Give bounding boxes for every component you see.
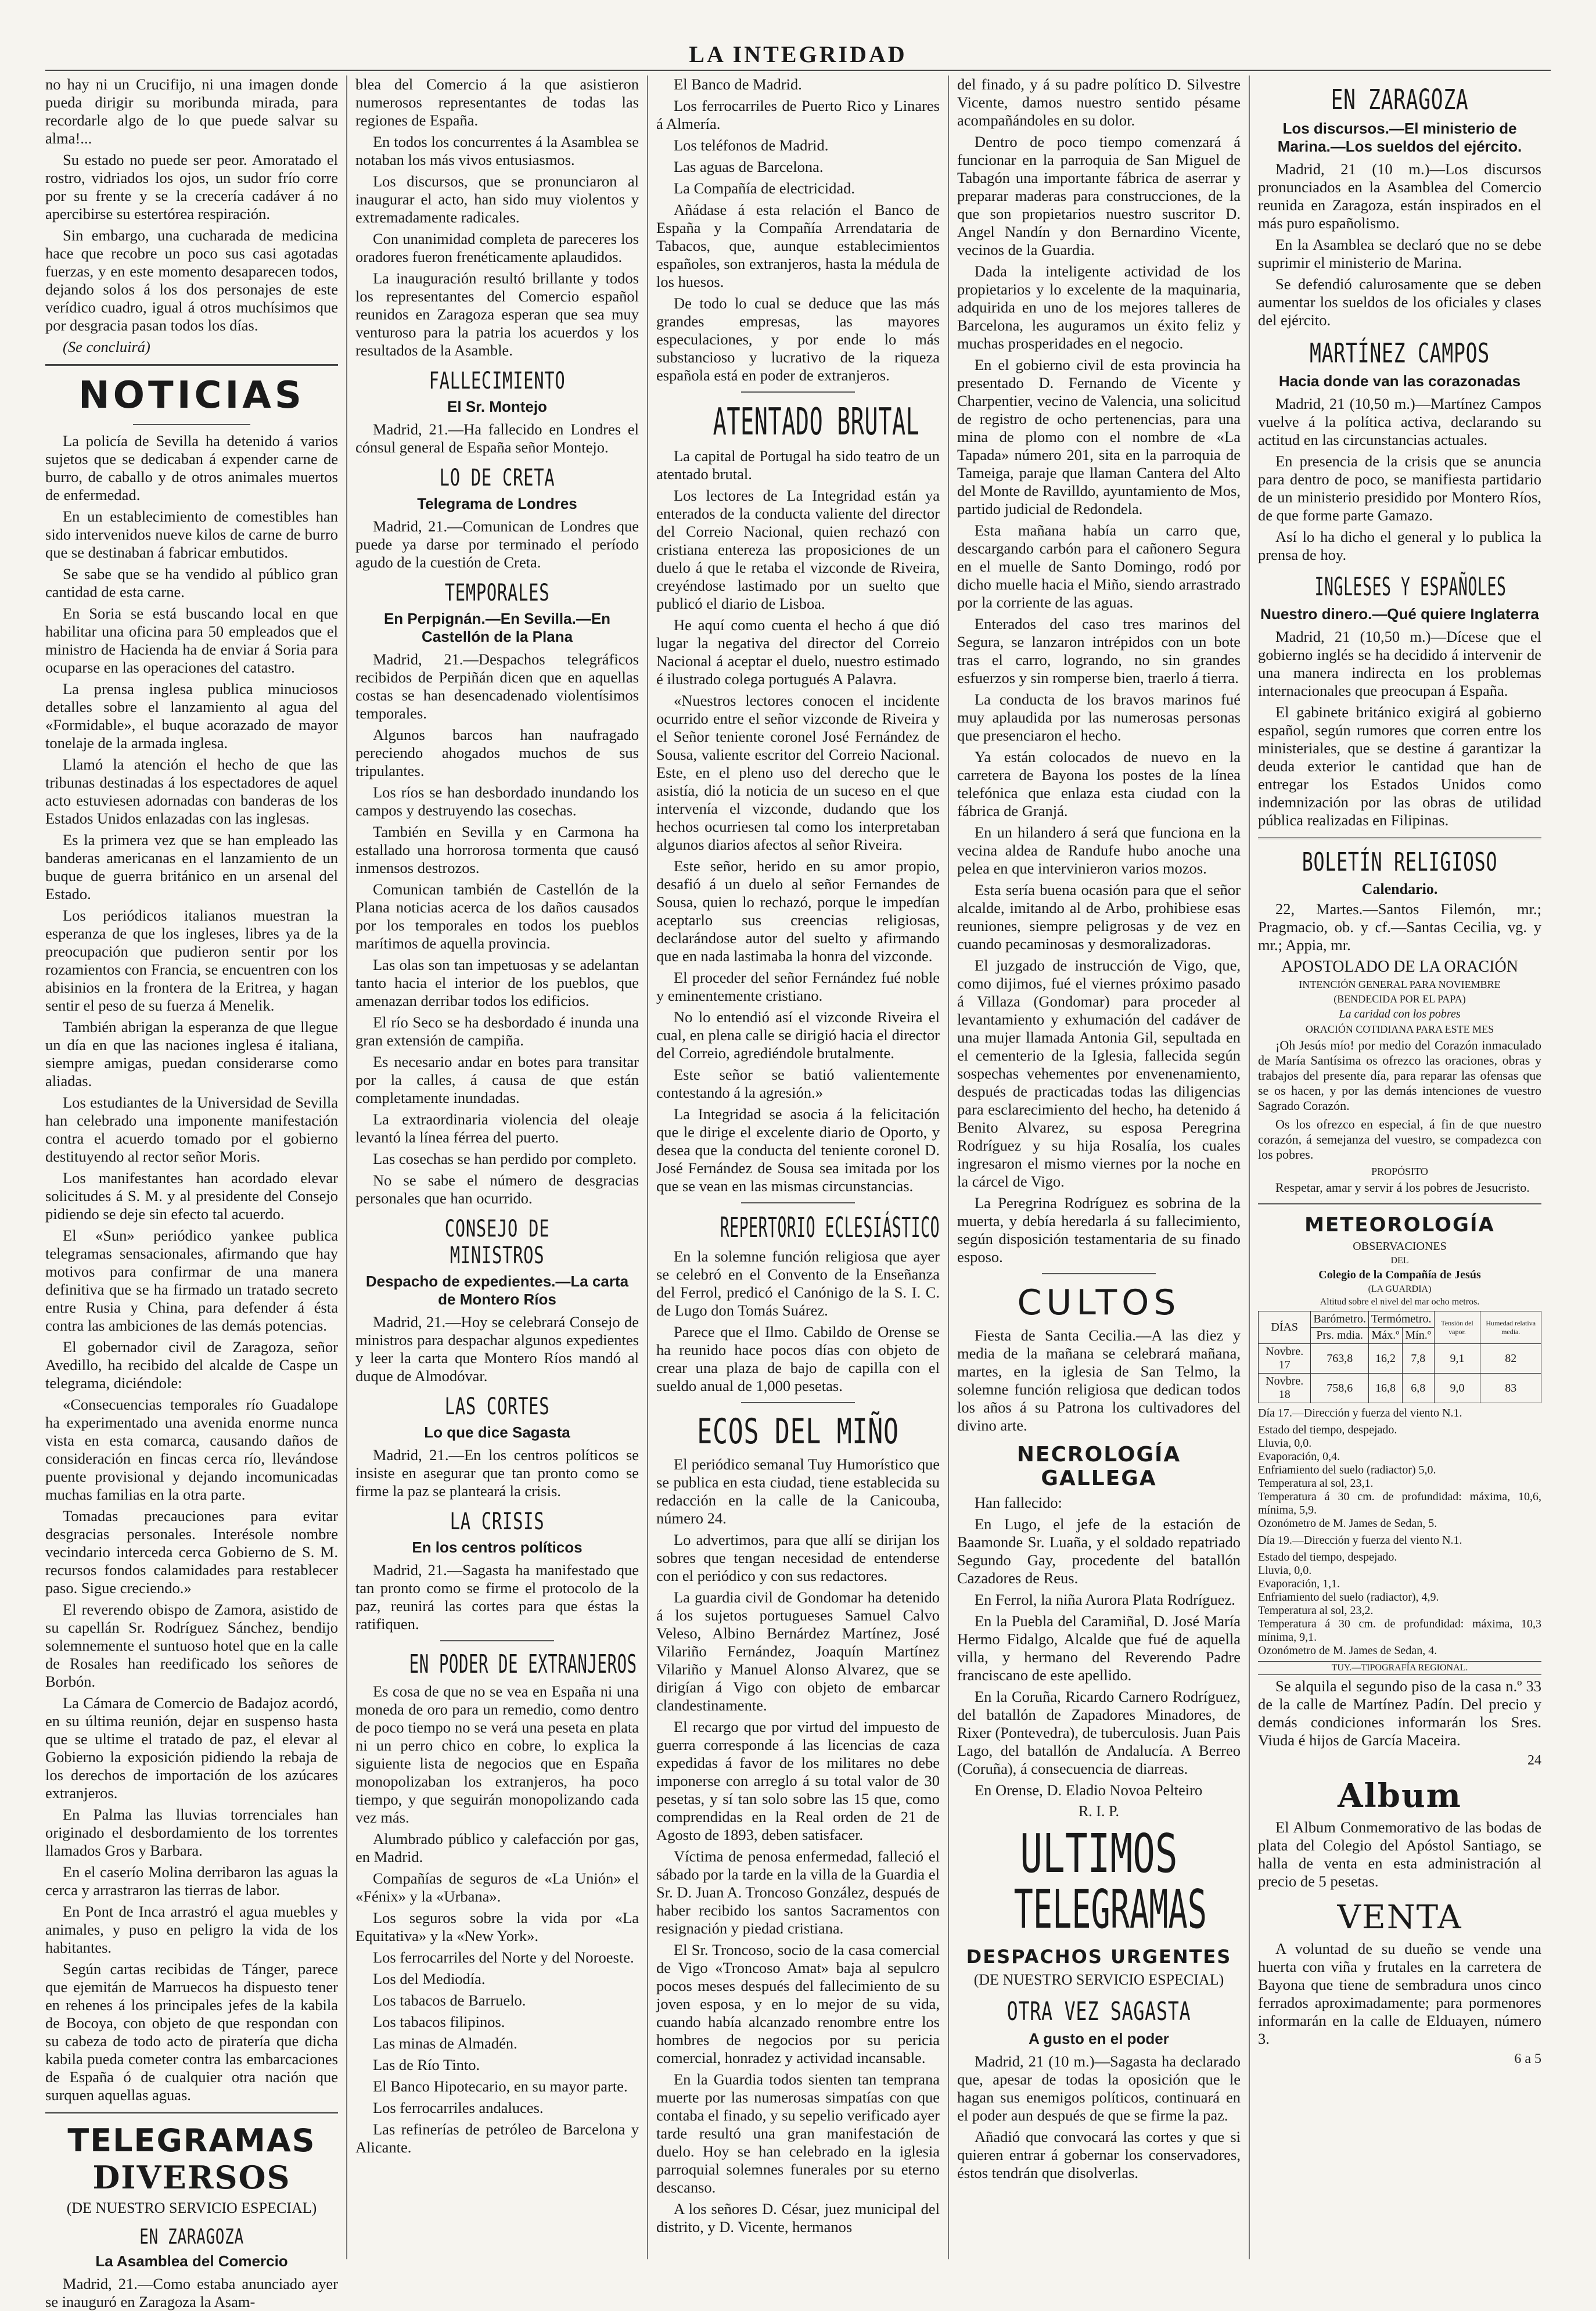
telegram-text: En todos los concurrentes á la Asamblea se notaban los más vivos entusiasmos. — [355, 133, 639, 168]
serial-text: Su estado no puede ser peor. Amoratado el rostro, vidriados los ojos, un sudor frío corre por su frente y se la crecería cadáver á no apercibirse su estertórea respiración. — [45, 151, 338, 222]
telegram-text: Es necesario andar en botes para transitar por la calles, á causa de que están completamente inundadas. — [355, 1053, 639, 1106]
list-item: Los teléfonos de Madrid. — [674, 136, 829, 154]
article-text: Dentro de poco tiempo comenzará á funcionar en la parroquia de San Miguel de Tabagón una importante fábrica de aserrar y preparar maderas para construcciones, de la que son propietarios nuestro suscritor D. Angel Nandín y don Bernardino Vicente, vecinos de la Guardia. — [957, 133, 1241, 258]
table-cell: 82 — [1480, 1344, 1541, 1374]
divider — [440, 1640, 553, 1641]
news-item: En el caserío Molina derribaron las aguas la cerca y arrastraron las tierras de labor. — [45, 1863, 338, 1899]
met-text: Temperatura á 30 cm. de profundidad: máxima, 10,6, mínima, 5,9. — [1258, 1490, 1541, 1516]
telegram-text: Madrid, 21.—Comunican de Londres que puede ya darse por terminado el período agudo de la cuestión de Creta. — [355, 517, 639, 571]
telegram-text: Madrid, 21 (10,50 m.)—Martínez Campos vuelve á la política activa, declarando su actitud en las circunstancias actuales. — [1258, 395, 1541, 448]
list-item: Los ferrocarriles andaluces. — [373, 2099, 544, 2116]
article-text: En un hilandero á será que funciona en la vecina aldea de Randufe hubo anoche una pelea en que intervinieron varios mozos. — [957, 824, 1241, 877]
headline-cultos: CULTOS — [1017, 1282, 1181, 1323]
table-cell: 6,8 — [1402, 1374, 1434, 1403]
headline-martinez-campos: MARTÍNEZ CAMPOS — [1310, 337, 1490, 369]
headline-fallecimiento: FALLECIMIENTO — [429, 368, 566, 394]
telegram-text: También en Sevilla y en Carmona ha estallado una horrorosa tormenta que causó inmensos destrozos. — [355, 823, 639, 876]
table-header: Termómetro. — [1368, 1311, 1434, 1328]
headline-boletin: BOLETÍN RELIGIOSO — [1302, 847, 1498, 877]
met-text: Enfriamiento del suelo (radiactor), 4,9. — [1258, 1591, 1439, 1604]
telegram-text: Madrid, 21.—Ha fallecido en Londres el cónsul general de España señor Montejo. — [355, 420, 639, 456]
table-header: DÍAS — [1259, 1311, 1311, 1344]
divider — [741, 1202, 854, 1203]
list-item: El Banco Hipotecario, en su mayor parte. — [373, 2078, 628, 2095]
telegram-text: La extraordinaria violencia del oleaje levantó la línea férrea del puerto. — [355, 1110, 639, 1146]
table-row — [1259, 1344, 1541, 1374]
table-header: Mín.º — [1402, 1328, 1434, 1344]
article-text: En la Guardia todos sienten tan temprana muerte por las numerosas simpatías con que contaba el finado, y su sepelio verificado ayer tarde resultó una gran manifestación de duelo. Hoy se han celebrado en la iglesia parroquial solemnes funerales por su eterno descanso. — [656, 2071, 940, 2196]
news-item: El gobernador civil de Zaragoza, señor Avedillo, ha recibido del alcalde de Caspe un telegrama, diciéndole: — [45, 1338, 338, 1392]
met-label: OBSERVACIONES — [1353, 1240, 1447, 1253]
apostolado-title: APOSTOLADO DE LA ORACIÓN — [1281, 958, 1518, 976]
article-text: El Sr. Troncoso, socio de la casa comercial de Vigo «Troncoso Amat» baja al sepulcro pocos meses después del fallecimiento de su joven esposa, y en lo mejor de su vida, cuando había alcanzado renombre entre los hombres de negocios por su pericia comercial, honradez y actividad incansable. — [656, 1941, 940, 2066]
news-item: En un establecimiento de comestibles han sido intervenidos nueve kilos de carne de burro que se destinaban á fabricar embutidos. — [45, 508, 338, 561]
list-item: Los tabacos de Barruelo. — [373, 1992, 526, 2009]
news-item: Se sabe que se ha vendido al público gran cantidad de esta carne. — [45, 565, 338, 601]
table-row — [1259, 1311, 1541, 1328]
subheadline: Despacho de expedientes.—La carta de Montero Ríos — [365, 1273, 629, 1308]
telegram-text: En presencia de la crisis que se anuncia para dentro de poco, se manifiesta partidario de un ministerio presidido por Montero Ríos, de que forme parte Gamazo. — [1258, 452, 1541, 524]
article-text: En el gobierno civil de esta provincia ha presentado D. Fernando de Vicente y Charpentier, vecino de Valencia, una solicitud de registro de ocho pertenencias, para una mina de plomo con el nombre de «La Tapada» número 201, sita en la parroquia de Tameiga, paraje que llaman Cantera del Alto del Monte de Ravilldo, ayuntamiento de Mos, partido judicial de Redondela. — [957, 356, 1241, 517]
subheadline: Lo que dice Sagasta — [424, 1424, 570, 1441]
telegram-text: El gabinete británico exigirá al gobierno español, según rumores que corren entre los ministeriales, que se destine á garantizar la deuda exterior le cantidad que han de entregar los Estados Unidos como indemnización por las obras de utilidad pública realizadas en Filipinas. — [1258, 703, 1541, 829]
news-item: «Consecuencias temporales río Guadalope ha experimentado una avenida enorme nunca vista en esta comarca, causando daños de consideración en fincas cerca río, llevándose puente provisional y dejando incomunicadas muchas familias en la otra parte. — [45, 1396, 338, 1503]
list-item: La Compañía de electricidad. — [674, 179, 855, 197]
article-text: Es cosa de que no se vea en España ni una moneda de oro para un remedio, como dentro de poco tiempo no se verá una peseta en plata ni un perro chico en cobre, lo explica la siguiente lista de negocios que en España monopolizaban los extranjeros, ha poco tiempo, y que seguirán monopolizando cada vez más. — [355, 1683, 639, 1826]
article-text: Los seguros sobre la vida por «La Equitativa» y la «New York». — [355, 1909, 639, 1945]
prayer-text: Os los ofrezco en especial, á fin de que nuestro corazón, á semejanza del vuestro, se compadezca con los pobres. — [1258, 1117, 1541, 1162]
article-text: «Nuestros lectores conocen el incidente ocurrido entre el señor vizconde de Riveira y el Señor teniente coronel José Fernández de Sousa, valiente escritor del Correio Nacional. Este, en el pleno uso del derecho que le asistía, dió la noticia de un suceso en el que intervenía el vizconde, dudando que los hechos ocurriesen tal como los interpretaban algunos diarios afectos al señor Riveira. — [656, 692, 940, 853]
article-text: Han fallecido: — [975, 1494, 1062, 1511]
article-text: Este señor, herido en su amor propio, desafió á un duelo al señor Fernandes de Sousa, quien lo rechazó, porque le impedían aceptarlo sus creencias religiosas, declarándose autor del suelto y afirmando que en nada lastimaba la honra del vizconde. — [656, 857, 940, 965]
article-text: del finado, y á su padre político D. Silvestre Vicente, damos nuestro sentido pésame acompañándoles en su dolor. — [957, 76, 1241, 129]
classified-venta: A voluntad de su dueño se vende una huerta con viña y frutales en la carretera de Bayona que tiene de sembradura unos cinco ferrados aproximadamente; para pormenores informarán en la calle de Elduayen, número 3. — [1258, 1940, 1541, 2047]
section-rule — [45, 364, 338, 366]
telegram-text: La inauguración resultó brillante y todos los representantes del Comercio español reunidos en Zaragoza esperan que sea muy venturoso para la patria los acuerdos y los resultados de la Asamble. — [355, 269, 639, 359]
classified-number: 24 — [1527, 1753, 1541, 1768]
calendar-label: Calendario. — [1361, 880, 1438, 897]
table-header: Prs. mdia. — [1311, 1328, 1369, 1344]
met-text: Ozonómetro de M. James de Sedan, 4. — [1258, 1644, 1437, 1657]
news-item: Llamó la atención el hecho de que las tribunas destinadas á los espectadores de aquel acto estuviesen adornadas con banderas de los Estados Unidos enlazadas con las inglesas. — [45, 756, 338, 827]
subheadline: En los centros políticos — [412, 1539, 583, 1556]
table-row — [1259, 1374, 1541, 1403]
column-1 — [45, 76, 346, 2310]
apostolado-sub: INTENCIÓN GENERAL PARA NOVIEMBRE — [1299, 979, 1501, 990]
service-note: (DE NUESTRO SERVICIO ESPECIAL) — [66, 2199, 317, 2216]
met-text: Día 19.—Dirección y fuerza del viento N.1. — [1258, 1534, 1462, 1547]
article-text: El recargo que por virtud del impuesto de guerra corresponde á las licencias de caza expedidas á favor de los militares no debe imponerse con arreglo á su total valor de 30 pesetas, y sí tan solo sobre las 15 que, como comprendidas en la Real orden de 21 de Agosto de 1893, deben satisfacer. — [656, 1718, 940, 1843]
met-text: Estado del tiempo, despejado. — [1258, 1424, 1397, 1436]
subheadline: Hacia donde van las corazonadas — [1278, 372, 1521, 390]
subheadline: A gusto en el poder — [1029, 2030, 1169, 2047]
telegram-text: Se defendió calurosamente que se deben aumentar los sueldos de los oficiales y clases del ejército. — [1258, 275, 1541, 329]
telegram-text: El río Seco se ha desbordado é inunda una gran extensión de campiña. — [355, 1013, 639, 1049]
telegram-text: blea del Comercio á la que asistieron numerosos representantes de todas las regiones de España. — [355, 76, 639, 129]
met-label: DEL — [1390, 1256, 1409, 1266]
article-text: En la Coruña, Ricardo Carnero Rodríguez, del batallón de Zapadores Minadores, de Rixer (Pontevedra), de tuberculosis. Juan Pais Lago, del batallón de Andalucía. A Berreo (Coruña), á consecuencia de diarreas. — [957, 1688, 1241, 1777]
telegram-text: Madrid, 21.—Hoy se celebrará Consejo de ministros para despachar algunos expedientes y leer la carta que Montero Ríos mandó al duque de Almodóvar. — [355, 1313, 639, 1385]
table-cell: Novbre. 18 — [1259, 1374, 1311, 1403]
article-text: Ya están colocados de nuevo en la carretera de Bayona los postes de la línea telefónica que enlaza esta ciudad con la fábrica de Granjá. — [957, 748, 1241, 820]
article-text: El proceder del señor Fernández fué noble y eminentemente cristiano. — [656, 969, 940, 1004]
table-header: Barómetro. — [1311, 1311, 1369, 1328]
telegram-text: Madrid, 21.—En los centros políticos se insiste en asegurar que tan pronto como se firme la paz se planteará la crisis. — [355, 1446, 639, 1500]
news-item: Según cartas recibidas de Tánger, parece que ejemitán de Marruecos ha dispuesto tener en rehenes á los principales jefes de la kabila de Bocoya, con objeto de que respondan con su cabeza de todo acto de piratería que dicha kabila pueda cometer contra las embarcaciones de España ó de cualquier otra nación que surquen aquellas aguas. — [45, 1960, 338, 2104]
prayer-text: ¡Oh Jesús mío! por medio del Corazón inmaculado de María Santísima os ofrezco las oraciones, obras y trabajos del presente día, para reparar las ofensas que se os hacen, y por las demás intenciones de vuestro Sagrado Corazón. — [1258, 1038, 1541, 1113]
proposito-label: PROPÓSITO — [1371, 1166, 1428, 1177]
news-item: La Cámara de Comercio de Badajoz acordó, en su última reunión, dejar en suspenso hasta que se ultime el tratado de paz, el elevar al Gobierno la exposición pidiendo la rebaja de los derechos de importación de los azúcares extranjeros. — [45, 1694, 338, 1802]
headline-necrologia: NECROLOGÍA GALLEGA — [1016, 1443, 1181, 1490]
article-text: En la Puebla del Caramiñal, D. José María Hermo Fidalgo, Alcalde que fué de aquella villa, y hermano del Reverendo Padre franciscano de este apellido. — [957, 1612, 1241, 1684]
headline-creta: LO DE CRETA — [439, 465, 555, 491]
telegram-text: Madrid, 21.—Como estaba anunciado ayer se inauguró en Zaragoza la Asam- — [45, 2275, 338, 2310]
article-text: Compañías de seguros de «La Unión» el «Fénix» y la «Urbana». — [355, 1870, 639, 1905]
table-cell: 9,0 — [1434, 1374, 1480, 1403]
headline-album: Album — [1338, 1777, 1462, 1815]
column-2 — [346, 76, 647, 2259]
classified-number: 6 a 5 — [1514, 2051, 1541, 2066]
list-item: Los ferrocarriles de Puerto Rico y Linares á Almería. — [656, 97, 940, 132]
telegram-text: Con unanimidad completa de pareceres los oradores fueron frenéticamente aplaudidos. — [355, 230, 639, 265]
table-cell: 7,8 — [1402, 1344, 1434, 1374]
calendar-text: 22, Martes.—Santos Filemón, mr.; Pragmacio, ob. y cf.—Santas Cecilia, vg. y mr.; Appia, mr. — [1258, 900, 1541, 954]
telegram-text: No se sabe el número de desgracias personales que han ocurrido. — [355, 1171, 639, 1207]
headline-telegramas: TELEGRAMAS — [1013, 1878, 1207, 1940]
news-item: También abrigan la esperanza de que llegue un día en que las naciones inglesa é italiana, siempre amigas, puedan considerarse como aliadas. — [45, 1018, 338, 1090]
section-title-diversos: DIVERSOS — [92, 2159, 291, 2196]
table-header: Tensión del vapor. — [1434, 1311, 1480, 1344]
article-text: Víctima de penosa enfermedad, falleció el sábado por la tarde en la villa de la Guardia el Sr. D. Juan A. Troncoso González, después de haber recibido los santos Sacramentos con resignación y piedad cristiana. — [656, 1848, 940, 1937]
article-text: Fiesta de Santa Cecilia.—A las diez y media de la mañana se celebrará mañana, martes, en la iglesia de San Telmo, la solemne función religiosa que dedican todos los años á su Patrona los cultivadores del divino arte. — [957, 1327, 1241, 1434]
table-cell: 83 — [1480, 1374, 1541, 1403]
article-text: La capital de Portugal ha sido teatro de un atentado brutal. — [656, 447, 940, 483]
divider — [1042, 1273, 1155, 1274]
met-label: Altitud sobre el nivel del mar ocho metros. — [1320, 1297, 1480, 1307]
subheadline: Telegrama de Londres — [417, 495, 577, 512]
table-cell: Novbre. 17 — [1259, 1344, 1311, 1374]
article-text: La Peregrina Rodríguez es sobrina de la muerta, y debía heredarla á su fallecimiento, según disposición testamentaria de su finado esposo. — [957, 1194, 1241, 1266]
news-item: El reverendo obispo de Zamora, asistido de su capellán Sr. Rodríguez Sánchez, bendijo solemnemente el suntuoso hotel que en la calle de Rosales han reedificado los señores de Borbón. — [45, 1601, 338, 1690]
section-title-noticias: NOTICIAS — [78, 374, 305, 417]
headline-extranjeros: EN PODER DE EXTRANJEROS — [409, 1649, 637, 1679]
apostolado-sub: ORACIÓN COTIDIANA PARA ESTE MES — [1305, 1023, 1494, 1035]
list-item: El Banco de Madrid. — [674, 76, 802, 93]
telegram-text: Madrid, 21 (10,50 m.)—Dícese que el gobierno inglés se ha decidido á intervenir de una manera indirecta en los problemas internacionales que preocupan á España. — [1258, 628, 1541, 699]
met-text: Evaporación, 0,4. — [1258, 1450, 1340, 1463]
telegram-text: Algunos barcos han naufragado pereciendo ahogados muchos de sus tripulantes. — [355, 726, 639, 779]
article-text: Los ferrocarriles del Norte y del Noroeste. — [373, 1949, 634, 1966]
met-text: Temperatura al sol, 23,1. — [1258, 1477, 1374, 1490]
table-header: Máx.º — [1368, 1328, 1402, 1344]
list-item: Las aguas de Barcelona. — [674, 158, 824, 175]
article-text: El juzgado de instrucción de Vigo, que, como dijimos, fué el viernes próximo pasado á Villaza (Gondomar) para proceder al levantamiento y exhumación del cadáver de una mujer llamada Antonia Gil, sepultada en el cementerio de la Iglesia, fallecida según sospechas vehementes por envenenamiento, después de practicadas todas las diligencias para esclarecimiento del hecho, ha detenido á Benito Alvarez, su esposa Peregrina Rodríguez y su hija Rosalía, los cuales ingresaron el mismo viernes por la noche en la cárcel de Vigo. — [957, 957, 1241, 1190]
article-text: La conducta de los bravos marinos fué muy aplaudida por las numerosas personas que presenciaron el hecho. — [957, 691, 1241, 744]
columns — [45, 76, 1551, 2310]
divider — [133, 424, 250, 425]
serial-text: Sin embargo, una cucharada de medicina hace que recobre un poco sus casi agotadas fuerzas, y en este momento desaparecen todos, dejando solos á los dos personajes de este verídico cuadro, igual á otros muchísimos que por desgracia pasan todos los días. — [45, 227, 338, 334]
article-text: Añádase á esta relación el Banco de España y la Compañía Arrendataria de Tabacos, que, aunque establecimientos españoles, son extranjeros, hasta la médula de los huesos. — [656, 201, 940, 290]
news-item: La policía de Sevilla ha detenido á varios sujetos que se dedicaban á expender carne de burro, de caballo y de otros animales muertos de enfermedad. — [45, 432, 338, 504]
section-rule — [1258, 838, 1541, 839]
article-text: Esta sería buena ocasión para que el señor alcalde, imitando al de Arbo, prohibiese esas reuniones, siempre peligrosas y de vez en cuando pecaminosas y desmoralizadoras. — [957, 881, 1241, 953]
telegram-text: Madrid, 21 (10 m.)—Los discursos pronunciados en la Asamblea del Comercio reunida en Zaragoza, están inspirados en el más puro españolismo. — [1258, 160, 1541, 232]
telegram-text: Madrid, 21 (10 m.)—Sagasta ha declarado que, apesar de todas la oposición que le hagan sus enemigos políticos, continuará en el poder aun después de que se firme la paz. — [957, 2053, 1241, 2124]
news-item: Tomadas precauciones para evitar desgracias personales. Interésole nombre vecindario interceda cerca Gobierno de S. M. recursos fondos calamidades para restablecer paso. Sigue creciendo.» — [45, 1507, 338, 1597]
article-text: Los lectores de La Integridad están ya enterados de la conducta valiente del director del Correio Nacional, quien rechazó con cristiana entereza las proposiciones de un duelo á que le retaba el vizconde de Riveira, creyéndose lastimado por un suelto que publicó el diario de Lisboa. — [656, 487, 940, 612]
divider — [741, 1402, 854, 1403]
met-label: (LA GUARDIA) — [1368, 1284, 1432, 1294]
headline-zaragoza: EN ZARAGOZA — [139, 2225, 244, 2249]
article-text: La guardia civil de Gondomar ha detenido á los sujetos portugueses Samuel Calvo Veleso, Albino Bernárdez Martínez, José Vilariño Fernández, Joaquín Martínez Vilariño y Manuel Alonso Alvarez, que se dirigían á Vigo con objeto de embarcar clandestinamente. — [656, 1588, 940, 1714]
list-item: Las de Río Tinto. — [373, 2056, 480, 2073]
rip-note: R. I. P. — [1078, 1803, 1120, 1820]
list-item: Las refinerías de petróleo de Barcelona y Alicante. — [355, 2120, 639, 2156]
headline-venta: VENTA — [1337, 1899, 1462, 1936]
table-cell: 758,6 — [1311, 1374, 1369, 1403]
table-cell: 9,1 — [1434, 1344, 1480, 1374]
subheadline: En Perpignán.—En Sevilla.—En Castellón de la Plana — [383, 610, 611, 645]
table-cell: 16,2 — [1368, 1344, 1402, 1374]
article-text: Alumbrado público y calefacción por gas, en Madrid. — [355, 1830, 639, 1866]
article-text: Lo advertimos, para que allí se dirijan los sobres que tengan necesidad de entenderse con el periódico y con sus redactores. — [656, 1531, 940, 1584]
article-text: En Lugo, el jefe de la estación de Baamonde Sr. Luaña, y el soldado repatriado Segundo Gay, procedente del batallón Cazadores de Reus. — [957, 1515, 1241, 1587]
article-text: No lo entendió así el vizconde Riveira el cual, en plena calle se dirigió hacia el director del Correio, agrediéndole brutalmente. — [656, 1008, 940, 1062]
met-text: Lluvia, 0,0. — [1258, 1564, 1312, 1577]
headline-otra-vez: OTRA VEZ SAGASTA — [1007, 1997, 1191, 2026]
masthead: LA INTEGRIDAD — [689, 41, 907, 67]
article-text: Parece que el Ilmo. Cabildo de Orense se ha reunido hace pocos días con objeto de crear una plaza de bajo de capilla con el sueldo anual de 1,000 pesetas. — [656, 1323, 940, 1394]
met-text: Ozonómetro de M. James de Sedan, 5. — [1258, 1517, 1437, 1530]
table-cell: 16,8 — [1368, 1374, 1402, 1403]
imprint: TUY.—TIPOGRAFÍA REGIONAL. — [1258, 1661, 1541, 1675]
section-rule — [1258, 1203, 1541, 1205]
weather-table — [1258, 1311, 1541, 1403]
news-item: Es la primera vez que se han empleado las banderas americanas en el lanzamiento de un buque de guerra británico en un arsenal del Estado. — [45, 831, 338, 903]
news-item: Los estudiantes de la Universidad de Sevilla han celebrado una imponente manifestación contra el acuerdo tomado por el gobierno destituyendo al rector señor Moris. — [45, 1094, 338, 1165]
serial-text: no hay ni un Crucifijo, ni una imagen donde pueda dirigir su moribunda mirada, para recordarle algo de lo que puede salvar su alma!... — [45, 76, 338, 147]
service-note: (DE NUESTRO SERVICIO ESPECIAL) — [973, 1971, 1224, 1988]
continuation-note: (Se concluirá) — [63, 338, 150, 355]
news-item: La prensa inglesa publica minuciosos detalles sobre el lanzamiento al agua del «Formidable», el buque acorazado de mayor tonelaje de la armada inglesa. — [45, 680, 338, 752]
telegram-text: En la Asamblea se declaró que no se debe suprimir el ministerio de Marina. — [1258, 236, 1541, 271]
table-cell: 763,8 — [1311, 1344, 1369, 1374]
met-text: Estado del tiempo, despejado. — [1258, 1551, 1397, 1564]
list-item: Los tabacos filipinos. — [373, 2013, 505, 2030]
headline-ingleses: INGLESES Y ESPAÑOLES — [1314, 572, 1507, 602]
classified-album: El Album Conmemorativo de las bodas de plata del Colegio del Apóstol Santiago, se halla de venta en esta administración al precio de 5 pesetas. — [1258, 1818, 1541, 1890]
headline-despachos: DESPACHOS URGENTES — [966, 1946, 1232, 1968]
article-text: En Orense, D. Eladio Novoa Pelteiro — [975, 1781, 1203, 1799]
article-text: Esta mañana había un carro que, descargando carbón para el cañonero Segura en el muelle de Santo Domingo, rodó por dicho muelle hacia el Miño, siendo arrastrado por la corriente de las aguas. — [957, 522, 1241, 611]
headline-meteorologia: METEOROLOGÍA — [1304, 1213, 1495, 1237]
news-item: En Soria se está buscando local en que habilitar una oficina para 50 empleados que el ministro de Hacienda ha de enviar á Soria para ocuparse en las operaciones del catastro. — [45, 605, 338, 676]
telegram-text: Los ríos se han desbordado inundando los campos y destruyendo las cosechas. — [355, 783, 639, 819]
met-text: Enfriamiento del suelo (radiactor) 5,0. — [1258, 1464, 1436, 1476]
subheadline: Nuestro dinero.—Qué quiere Inglaterra — [1260, 605, 1539, 623]
section-rule — [45, 2112, 338, 2114]
met-text: Temperatura al sol, 23,2. — [1258, 1604, 1374, 1617]
apostolado-sub: La caridad con los pobres — [1339, 1008, 1461, 1020]
news-item: En Pont de Inca arrastró el agua muebles y animales, y puso en peligro la vida de los habitantes. — [45, 1903, 338, 1956]
section-title-telegramas: TELEGRAMAS — [67, 2122, 316, 2159]
telegram-text: Madrid, 21.—Despachos telegráficos recibidos de Perpiñán dicen que en aquellas costas se han desencadenado violentísimos temporales. — [355, 650, 639, 722]
headline-en-zaragoza: EN ZARAGOZA — [1331, 84, 1469, 116]
apostolado-sub: (BENDECIDA POR EL PAPA) — [1333, 993, 1466, 1005]
article-text: El periódico semanal Tuy Humorístico que se publica en esta ciudad, tiene establecida su redacción en la calle de la Canicouba, número 24. — [656, 1455, 940, 1527]
list-item: Las minas de Almadén. — [373, 2035, 517, 2052]
article-text: Enterados del caso tres marinos del Segura, se lanzaron intrépidos con un bote tras el carro, logrando, no sin grandes esfuerzos y sin romperse bien, traerlo á tierra. — [957, 615, 1241, 687]
met-text: Lluvia, 0,0. — [1258, 1437, 1312, 1450]
list-item: Los del Mediodía. — [373, 1970, 486, 1987]
subheadline: La Asamblea del Comercio — [95, 2252, 288, 2270]
met-text: Temperatura á 30 cm. de profundidad: máxima, 10,3 mínima, 9,1. — [1258, 1618, 1541, 1644]
divider — [741, 391, 854, 393]
article-text: A los señores D. César, juez municipal del distrito, y D. Vicente, hermanos — [656, 2200, 940, 2235]
news-item: En Palma las lluvias torrenciales han originado el desbordamiento de los torrentes llamados Gros y Barbara. — [45, 1806, 338, 1859]
met-text: Evaporación, 1,1. — [1258, 1577, 1340, 1590]
article-text: Dada la inteligente actividad de los propietarios y lo excelente de la maquinaria, adquirida en uno de los mejores talleres de Barcelona, les auguramos un éxito feliz y muchas prosperidades en el negocio. — [957, 263, 1241, 352]
news-item: Los manifestantes han acordado elevar solicitudes á S. M. y al presidente del Consejo pidiendo se deje sin efecto tal acuerdo. — [45, 1169, 338, 1223]
telegram-text: Comunican también de Castellón de la Plana noticias acerca de los daños causados por los temporales en todos los pueblos marítimos de aquella provincia. — [355, 880, 639, 952]
headline-consejo: CONSEJO DE MINISTROS — [444, 1216, 550, 1269]
met-text: Día 17.—Dirección y fuerza del viento N.1. — [1258, 1407, 1462, 1419]
headline-cortes: LAS CORTES — [444, 1393, 550, 1420]
article-text: En la solemne función religiosa que ayer se celebró en el Convento de la Enseñanza del Ferrol, predicó el Canónigo de la S. I. C. de Lugo don Tomás Suárez. — [656, 1248, 940, 1319]
met-label: Colegio de la Compañía de Jesús — [1318, 1268, 1481, 1281]
headline-ecos: ECOS DEL MIÑO — [697, 1411, 899, 1452]
telegram-text: Madrid, 21.—Sagasta ha manifestado que tan pronto como se firme el protocolo de la paz, reunirá las cortes para que éstas la ratifiquen. — [355, 1561, 639, 1633]
headline-repertorio: REPERTORIO ECLESIÁSTICO — [720, 1212, 940, 1244]
column-4 — [948, 76, 1249, 2259]
headline-temporales: TEMPORALES — [444, 580, 550, 606]
classified-alquila: Se alquila el segundo piso de la casa n.º 33 de la calle de Martínez Padín. Del precio y demás condiciones informarán los Sres. Viuda é hijos de García Maceira. — [1258, 1677, 1541, 1749]
news-item: Los periódicos italianos muestran la esperanza de que los ingleses, libres ya de la preocupación que pudieron sentir por los rozamientos con Francia, se encuentren con los abisinios en la frontera de la Eritrea, y hagan sentir el peso de su fuerza á Menelik. — [45, 907, 338, 1014]
telegram-text: Las olas son tan impetuosas y se adelantan tanto hacia el interior de los pueblos, que amenazan derribar todos los edificios. — [355, 956, 639, 1009]
proposito-text: Respetar, amar y servir á los pobres de Jesucristo. — [1275, 1180, 1530, 1195]
article-text: De todo lo cual se deduce que las más grandes empresas, las mayores especulaciones, y por ende lo más substancioso y lucrativo de la riqueza española está en poder de extranjeros. — [656, 294, 940, 384]
column-5 — [1249, 76, 1550, 2259]
table-header: Humedad relativa media. — [1480, 1311, 1541, 1344]
article-text: La Integridad se asocia á la felicitación que le dirige el excelente diario de Oporto, y desea que la conducta del teniente coronel D. José Fernández de Sousa sea imitada por los que se vean en las mismas circunstancias. — [656, 1105, 940, 1195]
subheadline: El Sr. Montejo — [447, 398, 547, 415]
column-3 — [647, 76, 948, 2259]
subheadline: Los discursos.—El ministerio de Marina.—Los sueldos del ejército. — [1277, 120, 1522, 155]
headline-ultimos: ULTIMOS — [1020, 1823, 1178, 1885]
headline-atentado: ATENTADO BRUTAL — [713, 401, 920, 444]
article-text: En Ferrol, la niña Aurora Plata Rodríguez. — [975, 1591, 1235, 1608]
masthead-rule — [45, 70, 1551, 71]
telegram-text: Las cosechas se han perdido por completo. — [373, 1150, 637, 1167]
telegram-text: Así lo ha dicho el general y lo publica la prensa de hoy. — [1258, 528, 1541, 563]
article-text: Este señor se batió valientemente contestando á la agresión.» — [656, 1066, 940, 1101]
headline-crisis: LA CRISIS — [450, 1508, 545, 1535]
article-text: He aquí como cuenta el hecho á que dió lugar la negativa del director del Correio Nacional á aceptar el duelo, nuestro estimado é ilustrado colega portugués A Palavra. — [656, 616, 940, 688]
news-item: El «Sun» periódico yankee publica telegramas sensacionales, afirmando que hay motivos para confirmar de una manera definitiva que se ha firmado un tratado secreto entre Rusia y China, para defender á ésta contra las ambiciones de las demás potencias. — [45, 1227, 338, 1334]
telegram-text: Añadió que convocará las cortes y que si quieren entrar á gobernar los conservadores, éstos tendrán que disolverlas. — [957, 2128, 1241, 2181]
telegram-text: Los discursos, que se pronunciaron al inaugurar el acto, han sido muy violentos y extremadamente radicales. — [355, 172, 639, 226]
